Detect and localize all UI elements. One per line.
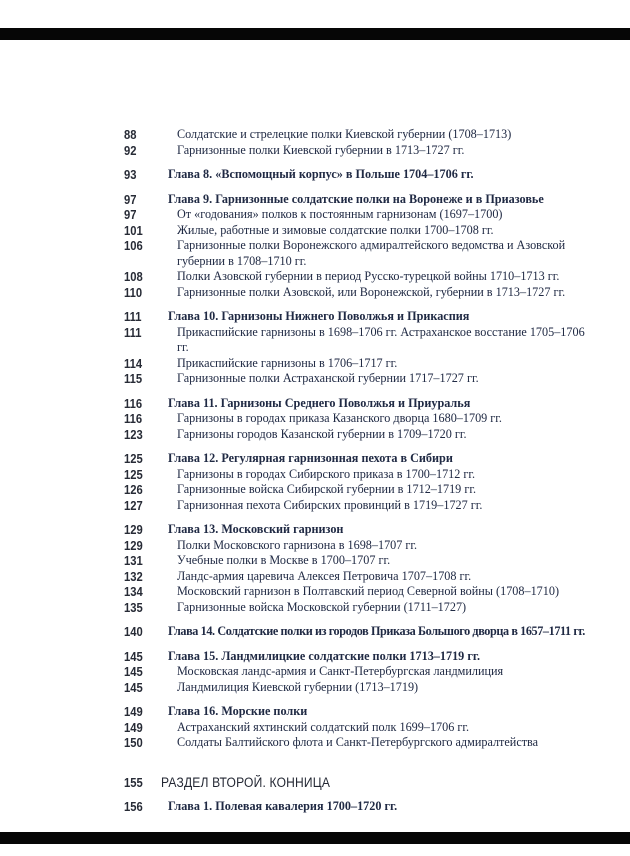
toc-entry xyxy=(0,775,630,791)
toc-page-number: 93 xyxy=(124,167,137,182)
toc-entry xyxy=(0,325,630,356)
toc-page-number: 149 xyxy=(124,704,143,719)
toc-entry xyxy=(0,371,630,387)
toc-entry xyxy=(0,649,630,665)
toc-page-number: 108 xyxy=(124,269,143,284)
toc-entry xyxy=(0,143,630,159)
toc-entry xyxy=(0,624,630,640)
toc-entry-title: Глава 1. Полевая кавалерия 1700–1720 гг. xyxy=(168,799,398,813)
toc-page-number: 134 xyxy=(124,584,143,599)
toc-entry xyxy=(0,207,630,223)
toc-entry-title: Полки Азовской губернии в период Русско-турецкой войны 1710–1713 гг. xyxy=(177,269,560,283)
toc-entry-title: Московский гарнизон в Полтавский период Северной войны (1708–1710) xyxy=(177,584,560,598)
toc-entry xyxy=(0,680,630,696)
toc-page-number: 126 xyxy=(124,482,143,497)
toc-entry-title: Глава 9. Гарнизонные солдатские полки на Воронеже и в Приазовье xyxy=(168,191,544,206)
toc-entry-title: Ландс-армия царевича Алексея Петровича 1707–1708 гг. xyxy=(177,568,472,583)
toc-entry-title: Глава 13. Московский гарнизон xyxy=(168,522,344,536)
toc-entry xyxy=(0,467,630,483)
toc-entry-title: Глава 14. Солдатские полки из городов Приказа Большого дворца в 1657–1711 гг. xyxy=(168,624,585,638)
toc-entry xyxy=(0,498,630,514)
toc-page-number: 149 xyxy=(124,719,143,735)
toc-entry-title: Гарнизоны в городах Сибирского приказа в 1700–1712 гг. xyxy=(177,466,476,481)
toc-entry-title: Солдаты Балтийского флота и Санкт-Петербургского адмиралтейства xyxy=(177,735,539,749)
toc-entry-title: Гарнизонные полки Астраханской губернии 1717–1727 гг. xyxy=(177,371,479,385)
toc-page-number: 132 xyxy=(124,568,143,584)
toc-page-number: 116 xyxy=(124,395,143,411)
toc-entry xyxy=(0,356,630,372)
toc-page-number: 145 xyxy=(124,664,143,679)
toc-entry xyxy=(0,127,630,143)
toc-page-number: 97 xyxy=(124,207,137,222)
toc-page-number: 145 xyxy=(124,679,143,695)
toc-entry-title: Гарнизонные полки Киевской губернии в 1713–1727 гг. xyxy=(177,142,465,157)
toc-entry xyxy=(0,238,630,269)
toc-entry-title: Жилые, работные и зимовые солдатские полки 1700–1708 гг. xyxy=(177,222,494,237)
toc-page-number: 123 xyxy=(124,426,143,442)
toc-page-number: 129 xyxy=(124,537,143,553)
toc-entry xyxy=(0,569,630,585)
toc-page-number: 140 xyxy=(124,624,143,639)
toc-entry xyxy=(0,427,630,443)
toc-entry-title: Полки Московского гарнизона в 1698–1707 гг. xyxy=(177,537,418,552)
toc-entry xyxy=(0,664,630,680)
toc-entry-title: Гарнизонные войска Московской губернии (1711–1727) xyxy=(177,599,467,614)
toc-entry-title: Гарнизонные войска Сибирской губернии в 1712–1719 гг. xyxy=(177,482,476,496)
toc-entry-title: Глава 10. Гарнизоны Нижнего Поволжья и Прикаспия xyxy=(168,309,470,323)
toc-page-number: 92 xyxy=(124,142,137,158)
toc-page-number: 156 xyxy=(124,799,143,814)
toc-entry-title: Глава 8. «Вспомощный корпус» в Польше 1704–1706 гг. xyxy=(168,167,474,181)
toc-page-number: 110 xyxy=(124,284,143,300)
toc-page-number: 115 xyxy=(124,371,143,386)
toc-entry-title: От «годования» полков к постоянным гарнизонам (1697–1700) xyxy=(177,207,503,221)
toc-page-number: 97 xyxy=(124,191,137,207)
toc-page-number: 135 xyxy=(124,599,143,615)
toc-entry xyxy=(0,720,630,736)
toc-entry xyxy=(0,538,630,554)
toc-entry xyxy=(0,451,630,467)
toc-entry xyxy=(0,704,630,720)
toc-entry xyxy=(0,553,630,569)
toc-page-number: 111 xyxy=(124,309,142,324)
toc-entry-title: Ландмилиция Киевской губернии (1713–1719) xyxy=(177,679,419,694)
toc-page-number: 150 xyxy=(124,735,143,750)
toc-entry-title: Учебные полки в Москве в 1700–1707 гг. xyxy=(177,553,391,567)
toc-entry xyxy=(0,522,630,538)
toc-page-number: 155 xyxy=(124,774,143,790)
toc-page-number: 111 xyxy=(124,324,142,340)
toc-page-number: 129 xyxy=(124,522,143,537)
toc-page-number: 125 xyxy=(124,451,143,466)
toc-entry xyxy=(0,799,630,815)
toc-entry-title: Глава 11. Гарнизоны Среднего Поволжья и Приуралья xyxy=(168,395,471,410)
toc-page-number: 106 xyxy=(124,238,143,253)
toc-entry xyxy=(0,223,630,239)
toc-page-number: 88 xyxy=(124,127,137,142)
table-of-contents xyxy=(0,127,630,815)
viewer-page-gap-top xyxy=(0,28,630,40)
toc-entry xyxy=(0,396,630,412)
toc-entry-title: Московская ландс-армия и Санкт-Петербургская ландмилиция xyxy=(177,664,504,678)
viewer-page-gap-bottom xyxy=(0,832,630,844)
toc-entry xyxy=(0,482,630,498)
toc-page-number: 101 xyxy=(124,222,143,238)
toc-entry-title: Глава 16. Морские полки xyxy=(168,704,308,718)
toc-entry-title: Гарнизонные полки Воронежского адмиралтейского ведомства и Азовской губернии в 1708–1710 гг. xyxy=(177,238,566,268)
toc-entry-title: Прикаспийские гарнизоны в 1698–1706 гг. Астраханское восстание 1705–1706 гг. xyxy=(177,324,585,354)
toc-page-number: 145 xyxy=(124,648,143,664)
toc-page-number: 116 xyxy=(124,411,143,426)
toc-page-number: 127 xyxy=(124,497,143,513)
toc-entry-title: РАЗДЕЛ ВТОРОЙ. КОННИЦА xyxy=(161,774,331,790)
toc-entry-title: Гарнизоны городов Казанской губернии в 1709–1720 гг. xyxy=(177,426,467,441)
toc-entry xyxy=(0,584,630,600)
toc-entry xyxy=(0,192,630,208)
toc-entry xyxy=(0,735,630,751)
toc-entry xyxy=(0,600,630,616)
toc-entry xyxy=(0,411,630,427)
toc-page-number: 125 xyxy=(124,466,143,482)
toc-entry-title: Гарнизоны в городах приказа Казанского дворца 1680–1709 гг. xyxy=(177,411,502,425)
toc-entry xyxy=(0,167,630,183)
toc-entry-title: Солдатские и стрелецкие полки Киевской губернии (1708–1713) xyxy=(177,127,512,141)
toc-page-number: 131 xyxy=(124,553,143,568)
toc-entry-title: Глава 15. Ландмилицкие солдатские полки 1713–1719 гг. xyxy=(168,648,481,663)
toc-entry xyxy=(0,309,630,325)
toc-entry-title: Гарнизонная пехота Сибирских провинций в 1719–1727 гг. xyxy=(177,497,483,512)
toc-page-number: 114 xyxy=(124,355,143,371)
toc-entry xyxy=(0,285,630,301)
toc-entry-title: Астраханский яхтинский солдатский полк 1699–1706 гг. xyxy=(177,719,470,734)
toc-entry-title: Глава 12. Регулярная гарнизонная пехота в Сибири xyxy=(168,451,453,465)
toc-entry-title: Прикаспийские гарнизоны в 1706–1717 гг. xyxy=(177,355,398,370)
toc-entry xyxy=(0,269,630,285)
toc-entry-title: Гарнизонные полки Азовской, или Воронежской, губернии в 1713–1727 гг. xyxy=(177,284,566,299)
